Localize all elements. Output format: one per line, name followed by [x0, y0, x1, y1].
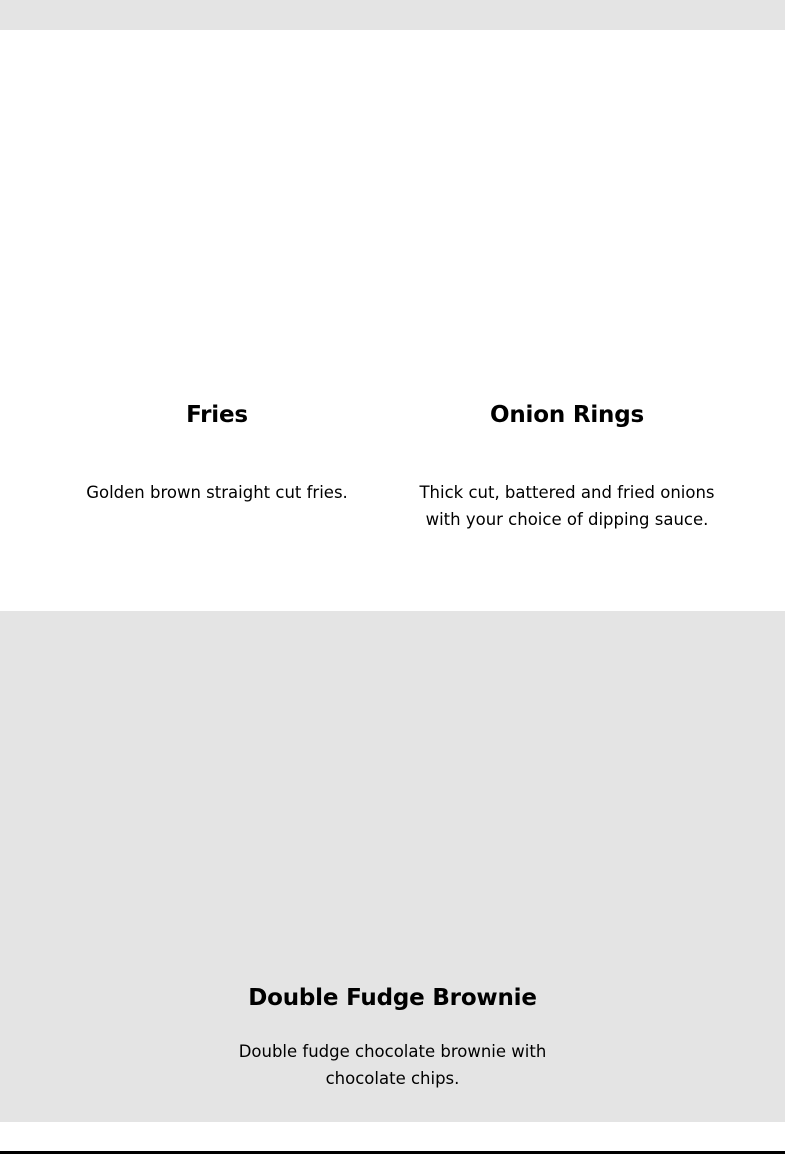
menu-item-title: Double Fudge Brownie	[248, 985, 537, 1011]
menu-item-title: Fries	[186, 402, 248, 428]
menu-item-double-fudge-brownie[interactable]	[0, 611, 785, 1122]
menu-item-description: Double fudge chocolate brownie with chocolate chips.	[238, 1042, 547, 1088]
footer-spacer	[0, 1122, 785, 1151]
menu-item-onion-rings[interactable]	[392, 30, 742, 611]
menu-item-title: Onion Rings	[490, 402, 644, 428]
menu-item-description: Thick cut, battered and fried onions with your choice of dipping sauce.	[419, 483, 715, 529]
menu-item-fries[interactable]	[42, 30, 392, 611]
top-band	[0, 0, 785, 30]
sides-section	[0, 30, 785, 611]
menu-item-description: Golden brown straight cut fries.	[86, 483, 348, 502]
footer-divider	[0, 1151, 785, 1154]
